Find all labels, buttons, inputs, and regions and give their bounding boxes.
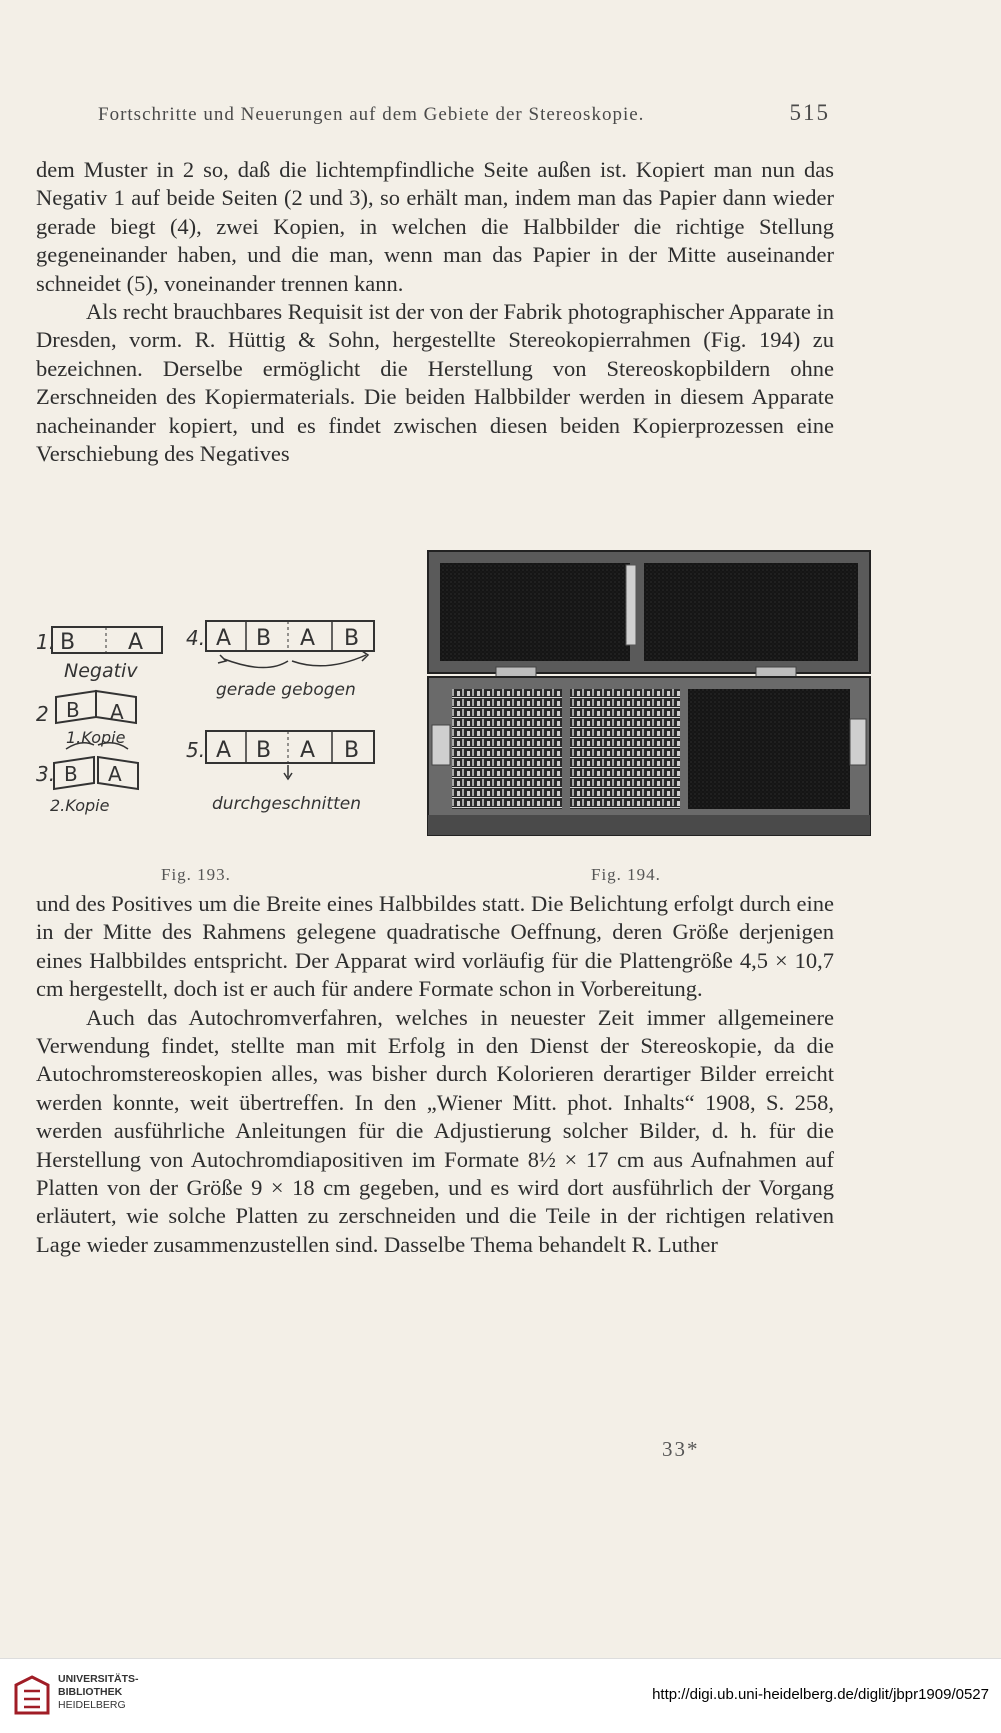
source-url-link[interactable]: http://digi.ub.uni-heidelberg.de/diglit/jbpr1909/0527 [652, 1686, 989, 1703]
page-number: 515 [789, 100, 830, 125]
signature-mark: 33* [662, 1437, 700, 1461]
kopie1-label: 1.Kopie [66, 728, 126, 747]
svg-text:B: B [344, 626, 360, 651]
running-title: Fortschritte und Neuerungen auf dem Gebiete der Stereoskopie. [98, 104, 645, 125]
svg-text:B: B [256, 738, 272, 763]
library-name: UNIVERSITÄTS- BIBLIOTHEK HEIDELBERG [58, 1673, 139, 1711]
svg-text:B: B [64, 762, 78, 786]
svg-text:B: B [344, 738, 360, 763]
svg-text:A: A [216, 738, 232, 763]
paragraph: und des Positives um die Breite eines Halbbildes statt. Die Belichtung erfolgt durch eine in der Mitte des Rahmens gelegene quadratische Oeffnung, deren Größe derjenigen eines Halbbildes entspricht. Der Apparat wird vorläufig für die Plattengröße 4,5 × 10,7 cm hergestellt, doch ist er auch für andere Formate schon in Vorbereitung. [36, 891, 834, 1002]
svg-text:A: A [110, 700, 124, 724]
svg-text:3.: 3. [36, 762, 56, 786]
page-header [98, 100, 830, 130]
svg-text:2: 2 [36, 702, 49, 726]
figure-193-diagram [36, 615, 396, 865]
negativ-label: Negativ [64, 660, 138, 682]
letter-a: A [128, 630, 144, 655]
paragraph: Als recht brauchbares Requisit ist der von der Fabrik photographischer Apparate in Dresden, vorm. R. Hüttig & Sohn, hergestellte Stereokopierrahmen (Fig. 194) zu bezeichnen. Derselbe ermöglicht die Herstellung von Stereoskopbildern ohne Zerschneiden des Kopiermaterials. Die beiden Halbbilder werden in diesem Apparate nacheinander kopiert, und es findet zwischen diesen beiden Kopierprozessen eine Verschiebung des Negatives [36, 299, 834, 467]
svg-text:A: A [108, 762, 122, 786]
text-block-bottom [36, 890, 834, 1259]
caption-fig-194: Fig. 194. [591, 865, 661, 884]
kopie2-label: 2.Kopie [50, 796, 110, 815]
svg-text:B: B [66, 698, 80, 722]
label-1: 1. [36, 630, 56, 654]
text-block-top [36, 156, 834, 468]
letter-b: B [60, 630, 76, 655]
durch-label: durchgeschnitten [212, 794, 361, 814]
svg-text:A: A [300, 738, 316, 763]
svg-text:4.: 4. [186, 626, 206, 650]
paragraph: dem Muster in 2 so, daß die lichtempfindliche Seite außen ist. Kopiert man nun das Negativ 1 auf beide Seiten (2 und 3), so erhält man, indem man das Papier dann wieder gerade biegt (4), zwei Kopien, in welchen die Halbbilder die richtige Stellung gegeneinander haben, und die man, wenn man das Papier in der Mitte auseinander schneidet (5), voneinander trennen kann. [36, 157, 834, 296]
gerade-label: gerade gebogen [216, 680, 356, 700]
svg-text:A: A [300, 626, 316, 651]
svg-text:5.: 5. [186, 738, 206, 762]
figures-row [36, 545, 840, 885]
footer-bar [0, 1658, 1001, 1733]
library-logo-icon [12, 1673, 52, 1717]
figure-194-photo [426, 549, 872, 839]
svg-text:B: B [256, 626, 272, 651]
paragraph: Auch das Autochromverfahren, welches in neuester Zeit immer allgemeinere Verwendung findet, stellte man mit Erfolg in den Dienst der Stereoskopie, da die Autochromstereoskopien alles, was bisher durch Kolorieren derartiger Bilder erreicht werden konnte, weit übertreffen. In den „Wiener Mitt. phot. Inhalts“ 1908, S. 258, werden ausführliche Anleitungen für die Adjustierung solcher Bilder, d. h. für die Herstellung von Autochromdiapositiven im Formate 8½ × 17 cm aus Aufnahmen auf Platten von der Größe 9 × 18 cm gegeben, und es wird dort ausführlich der Vorgang erläutert, wie solche Platten zu zerschneiden und die Teile in der richtigen relativen Lage wieder zusammenzustellen sind. Dasselbe Thema behandelt R. Luther [36, 1004, 834, 1257]
svg-text:A: A [216, 626, 232, 651]
caption-fig-193: Fig. 193. [161, 865, 231, 884]
